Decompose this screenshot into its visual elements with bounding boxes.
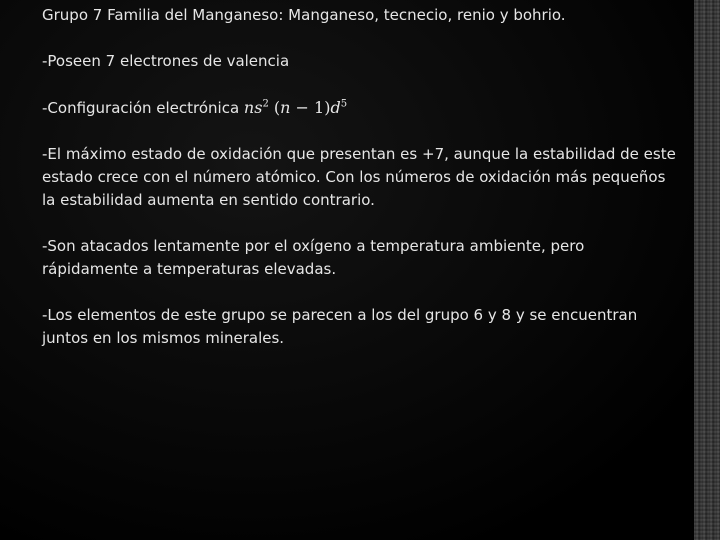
formula-one: 1 (314, 98, 325, 117)
valence-electrons-text: -Poseen 7 electrones de valencia (42, 52, 290, 70)
formula-paren-close: ) (324, 98, 331, 117)
slide-content (42, 4, 682, 373)
oxidation-state-text: -El máximo estado de oxidación que presentan es +7, aunque la estabilidad de este estado crece con el número atómico. Con los números de oxidación más pequeños la estabilidad aumenta en sentido contrario. (42, 145, 676, 209)
decorative-edge-strip (694, 0, 720, 540)
formula-ns-exponent: 2 (262, 98, 269, 110)
electron-configuration-label: -Configuración electrónica (42, 99, 244, 117)
formula-d-exponent: 5 (340, 98, 348, 110)
electron-configuration-line (42, 96, 682, 120)
formula-minus: − (290, 98, 315, 117)
formula-d: d (330, 98, 341, 117)
formula-n: n (280, 98, 291, 117)
mineral-occurrence-text: -Los elementos de este grupo se parecen a los del grupo 6 y 8 y se encuentran juntos en los mismos minerales. (42, 306, 638, 347)
formula-ns: ns (243, 98, 263, 117)
electron-configuration-formula (244, 98, 347, 117)
oxygen-reactivity-text: -Son atacados lentamente por el oxígeno a temperatura ambiente, pero rápidamente a temperaturas elevadas. (42, 237, 585, 278)
slide-title: Grupo 7 Familia del Manganeso: Manganeso, tecnecio, renio y bohrio. (42, 6, 566, 24)
formula-paren-open: ( (273, 98, 281, 117)
